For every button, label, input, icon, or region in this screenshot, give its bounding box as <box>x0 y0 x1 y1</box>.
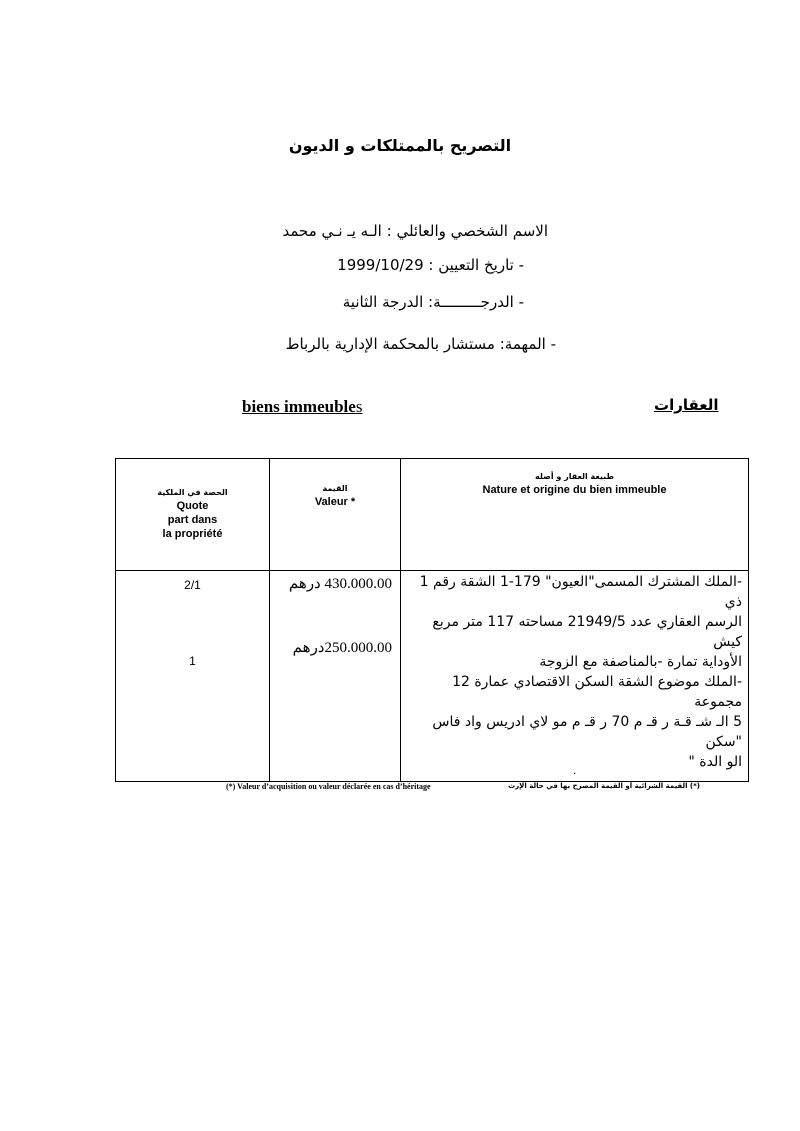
share-header <box>116 459 270 571</box>
nature-header-ar: طبيعة العقار و أصله <box>535 472 614 481</box>
section-title-fr-tail: s <box>355 397 363 416</box>
value-header-ar: القيمة <box>322 484 348 493</box>
nature-line: الأوداية تمارة -بالمناصفة مع الزوجة <box>539 654 742 670</box>
share-header-ar: الحصة في الملكية <box>157 488 228 497</box>
value-header <box>270 459 401 571</box>
share-cell <box>116 571 270 782</box>
section-title-fr <box>242 397 362 417</box>
appointment-date: - تاريخ التعيين : 1999/10/29 <box>337 256 524 274</box>
page-title: التصريح بالممتلكات و الديون <box>288 136 512 155</box>
share-value-1: 2/1 <box>184 578 201 592</box>
value-cell <box>270 571 401 782</box>
function: - المهمة: مستشار بالمحكمة الإدارية بالرباط <box>285 335 556 353</box>
grade: - الدرجـــــــــة: الدرجة الثانية <box>342 293 524 311</box>
footnote-fr: (*) Valeur d’acquisition ou valeur déclarée en cas d’héritage <box>226 782 431 791</box>
nature-header-fr: Nature et origine du bien immeuble <box>482 484 667 496</box>
section-title-fr-main: biens immeuble <box>242 397 356 416</box>
real-estate-table <box>115 458 749 782</box>
nature-cell <box>401 571 749 782</box>
section-title-ar: العقارات <box>654 396 719 414</box>
nature-line: 5 الـ شـ قـة ر قـ م 70 ر قـ م مو لاي ادريس واد فاس "سكن <box>432 714 742 750</box>
share-header-fr-1: Quote <box>176 500 209 512</box>
value-1: 430.000.00 درهم <box>288 576 392 592</box>
value-2: 250.000.00درهم <box>292 640 392 656</box>
nature-text <box>401 571 748 772</box>
declarant-name: الاسم الشخصي والعائلي : الـه يـ نـي محمد <box>282 222 548 240</box>
nature-line: -الملك المشترك المسمى"العيون" 179-1 الشقة رقم 1 ذي <box>419 574 742 610</box>
share-value-2: 1 <box>189 654 196 668</box>
nature-header <box>401 459 749 571</box>
nature-line: -الملك موضوع الشقة السكن الاقتصادي عمارة 12 مجموعة <box>452 674 742 710</box>
trailing-mark: . <box>573 763 577 777</box>
footnote-ar: (*) القيمة الشرائية أو القيمة المصرح بها في حالة الإرث <box>508 782 700 790</box>
footnote <box>226 782 700 791</box>
nature-line: الرسم العقاري عدد 21949/5 مساحته 117 متر مربع كيش <box>432 614 742 650</box>
table-header-row <box>116 459 749 571</box>
value-header-fr: Valeur * <box>314 496 356 508</box>
share-header-fr-3: la propriété <box>162 528 223 540</box>
table-body-row <box>116 571 749 782</box>
nature-line: الو الدة " <box>688 754 742 770</box>
share-header-fr-2: part dans <box>167 514 218 526</box>
